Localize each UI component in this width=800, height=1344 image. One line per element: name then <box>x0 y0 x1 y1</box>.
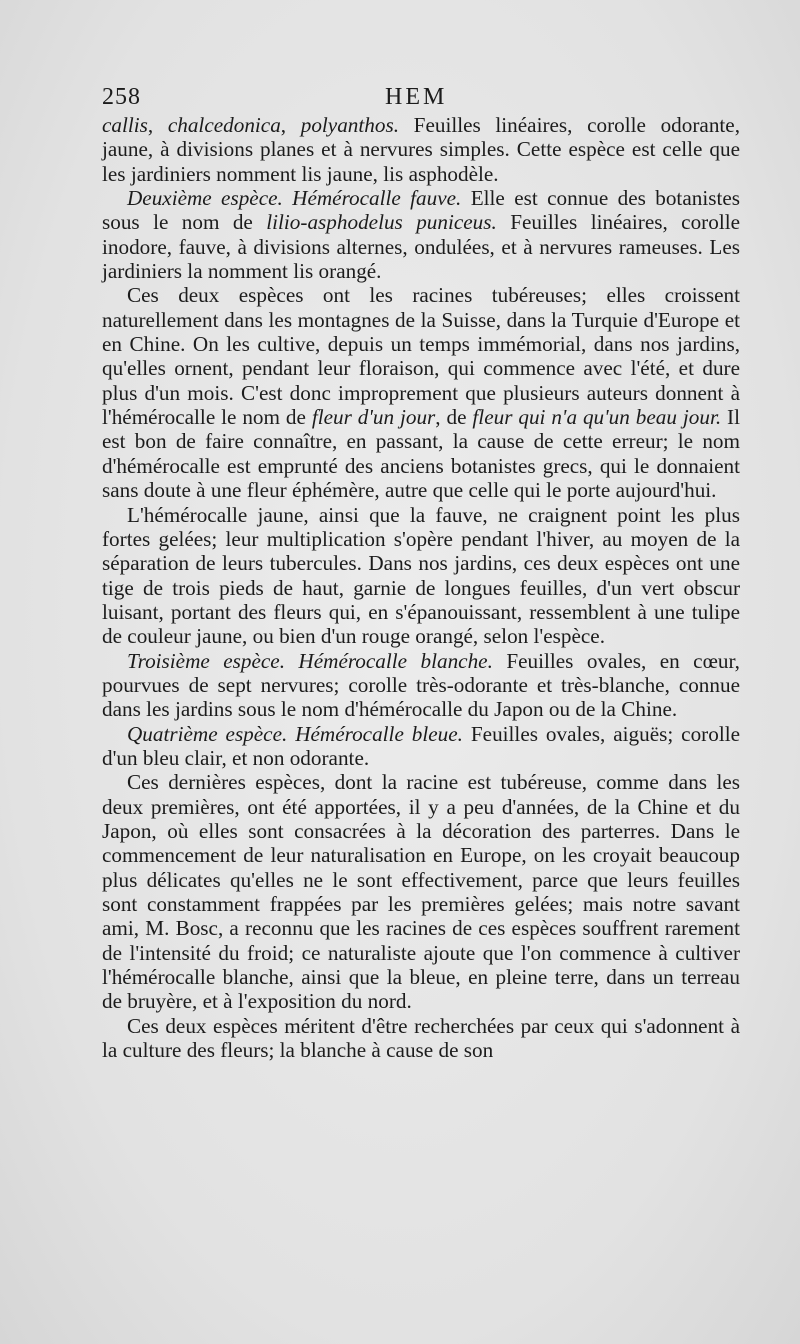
italic-text: polyanthos. <box>300 113 400 137</box>
text-run: Elle est connue des botanistes sous le nom de <box>102 186 740 235</box>
text-run: Feuilles linéaires, corolle odorante, jaune, à divisions planes et à nervures simples. Cette espèce est celle que les jardiniers nomment lis jaune, lis asphodèle. <box>102 113 740 186</box>
paragraph <box>102 503 740 649</box>
paragraph <box>102 649 740 722</box>
text-run: , de <box>435 405 473 430</box>
italic-text: callis <box>102 113 148 137</box>
text-run: Feuilles linéaires, corolle inodore, fauve, à divisions alternes, ondulées, et à nervures rameuses. Les jardiniers la nomment lis orangé. <box>102 210 740 284</box>
paragraph <box>102 722 740 771</box>
italic-text: Deuxième espèce. Hémérocalle fauve. <box>127 186 462 211</box>
paragraph <box>102 1014 740 1063</box>
italic-text: fleur d'un jour <box>311 405 436 430</box>
italic-text: chalcedonica <box>167 113 281 137</box>
paragraph <box>102 770 740 1013</box>
text-run: Ces deux espèces méritent d'être recherchées par ceux qui s'adonnent à la culture des fleurs; la blanche à cause de son <box>102 1013 740 1063</box>
text-run: Il est bon de faire connaître, en passant, la cause de cette erreur; le nom d'hémérocalle est emprunté des anciens botanistes grecs, qui le donnaient sans doute à une fleur éphémère, autre que celle qui le porte aujourd'hui. <box>102 405 740 503</box>
italic-text: fleur qui n'a qu'un beau jour. <box>472 405 722 430</box>
text-run: Feuilles ovales, en cœur, pourvues de sept nervures; corolle très-odorante et très-blanche, connue dans les jardins sous le nom d'hémérocalle du Japon ou de la Chine. <box>102 648 740 722</box>
running-head: HEM <box>385 84 448 110</box>
paragraph <box>102 186 740 283</box>
italic-text: lilio-asphodelus puniceus. <box>266 210 497 235</box>
text-run: Feuilles ovales, aiguës; corolle d'un bleu clair, et non odorante. <box>102 721 740 770</box>
italic-text: Quatrième espèce. Hémérocalle bleue. <box>127 721 463 746</box>
italic-text: Troisième espèce. Hémérocalle blanche. <box>127 648 493 673</box>
text-run: , <box>147 113 168 137</box>
paragraph <box>102 113 740 186</box>
text-run: Ces deux espèces ont les racines tubéreuses; elles croissent naturellement dans les montagnes de la Suisse, dans la Turquie d'Europe et en Chine. On les cultive, depuis un temps immémorial, dans nos jardins, qu'elles ornent, pendant leur floraison, qui commence avec l'été, et dure plus d'un mois. C'est donc improprement que plusieurs auteurs donnent à l'hémérocalle le nom de <box>102 283 740 430</box>
text-run: L'hémérocalle jaune, ainsi que la fauve, ne craignent point les plus fortes gelées; leur multiplication s'opère pendant l'hiver, au moyen de la séparation de leurs tubercules. Dans nos jardins, ces deux espèces ont une tige de trois pieds de haut, garnie de longues feuilles, d'un vert obscur luisant, portant des fleurs qui, en s'épanouissant, ressemblent à une tulipe de couleur jaune, ou bien d'un rouge orangé, selon l'espèce. <box>102 502 740 649</box>
page-number: 258 <box>102 84 141 110</box>
text-run: Ces dernières espèces, dont la racine est tubéreuse, comme dans les deux premières, ont été apportées, il y a peu d'années, de la Chine et du Japon, où elles sont consacrées à la décoration des parterres. Dans le commencement de leur naturalisation en Europe, on les croyait beaucoup plus délicates qu'elles ne le sont effectivement, parce que leurs feuilles sont constamment frappées par les premières gelées; mais notre savant ami, M. Bosc, a reconnu que les racines de ces espèces souffrent rarement de l'intensité du froid; ce naturaliste ajoute que l'on commence à cultiver l'hémérocalle blanche, ainsi que la bleue, en pleine terre, dans un terreau de bruyère, et à l'exposition du nord. <box>102 770 740 1014</box>
text-run: , <box>280 113 301 137</box>
body-text <box>102 113 740 1062</box>
paragraph <box>102 283 740 502</box>
